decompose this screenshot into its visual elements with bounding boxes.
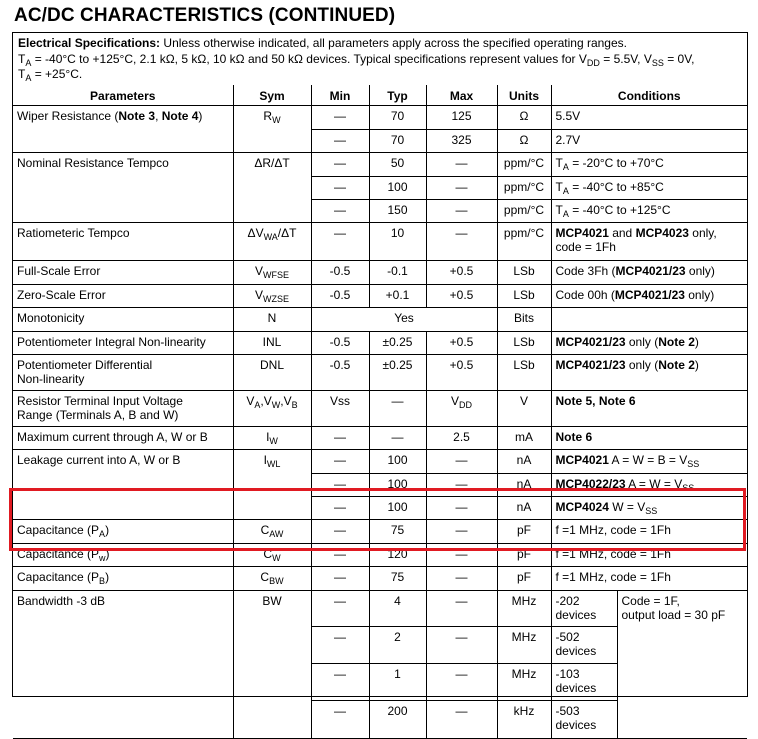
cond-cell xyxy=(551,331,747,354)
sym-sub: A xyxy=(254,399,261,410)
device-code: -502 xyxy=(555,629,580,644)
min-cell: — xyxy=(311,199,369,222)
typ-cell: 75 xyxy=(369,520,426,543)
param-cell: Bandwidth -3 dB xyxy=(13,590,233,738)
table-row xyxy=(13,450,747,473)
note-a: A xyxy=(25,57,32,68)
typ-cell: 50 xyxy=(369,153,426,176)
header-units: Units xyxy=(497,85,551,106)
param-note: Note 3 xyxy=(118,109,156,124)
min-cell: — xyxy=(311,450,369,473)
table-row xyxy=(13,223,747,261)
cond-cell: f =1 MHz, code = 1Fh xyxy=(551,520,747,543)
sym-sub: BW xyxy=(269,576,284,587)
units-cell: LSb xyxy=(497,261,551,284)
param-text: ) xyxy=(105,523,110,538)
param-text: Non-linearity xyxy=(17,371,85,386)
table-row xyxy=(13,284,747,307)
typ-cell: 70 xyxy=(369,106,426,129)
units-cell: ppm/°C xyxy=(497,199,551,222)
sym-sub: WA xyxy=(263,232,278,243)
units-cell: LSb xyxy=(497,331,551,354)
cond-cell: f =1 MHz, code = 1Fh xyxy=(551,567,747,590)
cond-cell xyxy=(551,308,747,331)
sym-sub: WZSE xyxy=(263,293,289,304)
cond-t: T xyxy=(555,202,563,217)
bw-device xyxy=(552,664,617,701)
sym-text: ,V xyxy=(260,393,272,408)
bw-device-column xyxy=(552,591,618,738)
table-row xyxy=(13,153,747,176)
sym-cell xyxy=(233,450,311,520)
cond-cell xyxy=(551,261,747,284)
cond-cell xyxy=(551,473,747,496)
cond-cell: 5.5V xyxy=(551,106,747,129)
param-text: Wiper Resistance ( xyxy=(17,109,119,124)
sym-text: /ΔT xyxy=(277,226,297,241)
cond-cell xyxy=(551,199,747,222)
units-cell: nA xyxy=(497,450,551,473)
bw-device xyxy=(552,591,617,627)
cond-cell: 2.7V xyxy=(551,129,747,152)
param-text: Range (Terminals A, B and W) xyxy=(17,407,179,422)
header-parameters: Parameters xyxy=(13,85,233,106)
sym-cell xyxy=(233,520,311,543)
cond-text: ) xyxy=(694,334,699,349)
min-cell: -0.5 xyxy=(311,331,369,354)
sym-sub: W xyxy=(271,399,281,410)
cond-bold: MCP4024 xyxy=(555,500,609,515)
typ-cell: 200 xyxy=(369,701,426,738)
device-text: devices xyxy=(555,643,597,658)
table-row xyxy=(13,390,747,426)
typ-cell: +0.1 xyxy=(369,284,426,307)
sym-cell xyxy=(233,261,311,284)
param-cell: Potentiometer Integral Non-linearity xyxy=(13,331,233,354)
cond-a: A xyxy=(562,162,569,173)
units-cell: MHz xyxy=(497,590,551,626)
sym-sub: WL xyxy=(266,459,281,470)
sym-text: V xyxy=(246,393,255,408)
min-cell: — xyxy=(311,701,369,738)
value-cell: Yes xyxy=(311,308,497,331)
table-row xyxy=(13,567,747,590)
max-cell: — xyxy=(426,176,497,199)
max-cell: — xyxy=(426,223,497,261)
sym-cell: INL xyxy=(233,331,311,354)
min-cell: -0.5 xyxy=(311,284,369,307)
cond-cell xyxy=(551,153,747,176)
min-cell: — xyxy=(311,497,369,520)
min-cell: -0.5 xyxy=(311,261,369,284)
units-cell: mA xyxy=(497,426,551,449)
cond-bold: MCP4021/23 xyxy=(555,357,626,372)
typ-cell: 70 xyxy=(369,129,426,152)
units-cell: V xyxy=(497,390,551,426)
sym-cell xyxy=(233,390,311,426)
min-cell: — xyxy=(311,176,369,199)
sym-sub: W xyxy=(272,115,281,126)
table-row xyxy=(13,106,747,129)
spec-note xyxy=(18,36,744,83)
table-row xyxy=(13,590,747,626)
cond-text: A = W = B = V xyxy=(608,453,688,468)
sym-text: I xyxy=(263,453,267,468)
note-label: Electrical Specifications: xyxy=(18,36,161,50)
cond-text: W = V xyxy=(608,500,646,515)
cond-cell: Note 6 xyxy=(551,426,747,449)
cond-t: T xyxy=(555,156,563,171)
cond-bold: MCP4022/23 xyxy=(555,476,626,491)
cond-cell xyxy=(551,590,747,738)
cond-sub: SS xyxy=(682,482,695,493)
param-sep: , xyxy=(155,109,162,124)
note-line3: = +25°C. xyxy=(31,67,83,81)
cond-bold: Note 2 xyxy=(658,334,695,349)
header-row xyxy=(13,85,747,106)
param-cell xyxy=(13,390,233,426)
min-cell: — xyxy=(311,520,369,543)
cond-cell xyxy=(551,354,747,390)
max-text: V xyxy=(450,393,459,408)
table-row xyxy=(13,308,747,331)
sym-sub: WFSE xyxy=(263,270,289,281)
sym-cell xyxy=(233,223,311,261)
cond-bold: MCP4021 xyxy=(555,453,609,468)
min-cell: -0.5 xyxy=(311,354,369,390)
param-text: Resistor Terminal Input Voltage xyxy=(17,393,183,408)
param-cell xyxy=(13,520,233,543)
typ-cell: ±0.25 xyxy=(369,331,426,354)
cond-text: only, xyxy=(688,226,717,241)
units-cell: Bits xyxy=(497,308,551,331)
cond-text: Code = 1F, xyxy=(621,593,680,608)
min-cell: — xyxy=(311,129,369,152)
units-cell: Ω xyxy=(497,129,551,152)
units-cell: ppm/°C xyxy=(497,223,551,261)
typ-cell: 75 xyxy=(369,567,426,590)
units-cell: ppm/°C xyxy=(497,176,551,199)
note-ss: SS xyxy=(651,57,664,68)
sym-cell xyxy=(233,567,311,590)
note-line2b: = 5.5V, V xyxy=(599,51,652,66)
min-cell: — xyxy=(311,567,369,590)
units-cell: LSb xyxy=(497,284,551,307)
cond-text: code = 1Fh xyxy=(555,240,616,255)
sym-text: I xyxy=(266,429,270,444)
cond-text: only ( xyxy=(625,357,659,372)
cond-cell xyxy=(551,497,747,520)
sym-cell xyxy=(233,543,311,566)
param-sub: B xyxy=(99,576,106,587)
max-cell: +0.5 xyxy=(426,261,497,284)
typ-cell: 100 xyxy=(369,473,426,496)
note-line2a: = -40°C to +125°C, 2.1 kΩ, 5 kΩ, 10 kΩ and 50 kΩ devices. Typical specifications represent values for xyxy=(31,51,579,66)
max-cell xyxy=(426,390,497,426)
typ-cell: 150 xyxy=(369,199,426,222)
typ-cell: 120 xyxy=(369,543,426,566)
max-cell: +0.5 xyxy=(426,354,497,390)
sym-cell xyxy=(233,284,311,307)
min-cell: — xyxy=(311,543,369,566)
typ-cell: 1 xyxy=(369,664,426,701)
max-cell: 2.5 xyxy=(426,426,497,449)
param-sub: w xyxy=(99,552,106,563)
max-cell: — xyxy=(426,626,497,663)
min-cell: — xyxy=(311,626,369,663)
units-cell: MHz xyxy=(497,626,551,663)
sym-text: C xyxy=(263,546,273,561)
max-cell: +0.5 xyxy=(426,331,497,354)
param-cell: Monotonicity xyxy=(13,308,233,331)
cond-cell xyxy=(551,450,747,473)
max-cell: +0.5 xyxy=(426,284,497,307)
cond-text: only) xyxy=(685,264,715,279)
param-close: ) xyxy=(198,109,203,124)
table-row xyxy=(13,426,747,449)
min-cell: — xyxy=(311,106,369,129)
cond-cell: Note 5, Note 6 xyxy=(551,390,747,426)
cond-a: A xyxy=(562,185,569,196)
note-t: T xyxy=(18,51,26,66)
typ-cell: 100 xyxy=(369,497,426,520)
sym-text: V xyxy=(254,287,263,302)
units-cell: nA xyxy=(497,473,551,496)
sym-sub: AW xyxy=(269,529,284,540)
cond-cell: f =1 MHz, code = 1Fh xyxy=(551,543,747,566)
table-row xyxy=(13,331,747,354)
param-text: Potentiometer Differential xyxy=(17,357,153,372)
max-cell: — xyxy=(426,567,497,590)
device-code: -503 xyxy=(555,703,580,718)
sym-text: R xyxy=(263,109,273,124)
cond-bold: MCP4023 xyxy=(635,226,689,241)
cond-bold: MCP4021/23 xyxy=(615,264,686,279)
typ-cell: 10 xyxy=(369,223,426,261)
bw-device xyxy=(552,701,617,738)
param-text: ) xyxy=(105,570,110,585)
cond-t: T xyxy=(555,179,563,194)
cond-bold: MCP4021 xyxy=(555,226,609,241)
max-cell: 125 xyxy=(426,106,497,129)
bw-condition xyxy=(618,591,730,738)
units-cell: Ω xyxy=(497,106,551,129)
cond-text: = -20°C to +70°C xyxy=(568,156,664,171)
param-text: Capacitance (P xyxy=(17,546,100,561)
min-cell: — xyxy=(311,223,369,261)
param-cell xyxy=(13,354,233,390)
cond-text: A = W = V xyxy=(625,476,683,491)
sym-text: V xyxy=(254,264,263,279)
sym-cell: BW xyxy=(233,590,311,738)
sym-text: ,V xyxy=(280,393,292,408)
typ-cell: ±0.25 xyxy=(369,354,426,390)
typ-cell: — xyxy=(369,390,426,426)
max-cell: — xyxy=(426,520,497,543)
device-code: -103 xyxy=(555,666,580,681)
sym-cell xyxy=(233,426,311,449)
sym-cell: ΔR/ΔT xyxy=(233,153,311,223)
max-cell: — xyxy=(426,473,497,496)
min-cell: — xyxy=(311,473,369,496)
min-cell: — xyxy=(311,664,369,701)
table-row xyxy=(13,520,747,543)
param-cell: Ratiometeric Tempco xyxy=(13,223,233,261)
param-cell xyxy=(13,543,233,566)
min-cell: Vss xyxy=(311,390,369,426)
sym-text: C xyxy=(260,570,270,585)
units-cell: LSb xyxy=(497,354,551,390)
max-cell: — xyxy=(426,450,497,473)
cond-sub: SS xyxy=(687,459,700,470)
note-dd: DD xyxy=(586,57,600,68)
max-cell: — xyxy=(426,590,497,626)
typ-cell: 100 xyxy=(369,176,426,199)
param-note: Note 4 xyxy=(161,109,199,124)
typ-cell: -0.1 xyxy=(369,261,426,284)
param-cell: Leakage current into A, W or B xyxy=(13,450,233,520)
sym-sub: W xyxy=(272,552,281,563)
typ-cell: 4 xyxy=(369,590,426,626)
device-code: -202 xyxy=(555,593,580,608)
cond-text: only) xyxy=(684,287,715,302)
device-text: devices xyxy=(555,680,597,695)
table-row xyxy=(13,261,747,284)
cond-text: = -40°C to +85°C xyxy=(568,179,664,194)
table-row xyxy=(13,543,747,566)
cond-bold: Note 2 xyxy=(658,357,695,372)
param-text: Capacitance (P xyxy=(17,523,100,538)
param-cell: Zero-Scale Error xyxy=(13,284,233,307)
note-a2: A xyxy=(25,73,32,83)
param-text: ) xyxy=(105,546,110,561)
param-cell: Full-Scale Error xyxy=(13,261,233,284)
device-text: devices xyxy=(555,717,597,732)
cond-text: ) xyxy=(694,357,699,372)
cond-cell xyxy=(551,223,747,261)
note-line1: Unless otherwise indicated, all parameters apply across the specified operating ranges. xyxy=(160,36,627,50)
sym-cell: N xyxy=(233,308,311,331)
cond-a: A xyxy=(562,208,569,219)
units-cell: nA xyxy=(497,497,551,520)
param-text: Capacitance (P xyxy=(17,570,100,585)
param-cell: Maximum current through A, W or B xyxy=(13,426,233,449)
min-cell: — xyxy=(311,590,369,626)
device-text: devices xyxy=(555,607,597,622)
cond-text: and xyxy=(608,226,636,241)
max-cell: — xyxy=(426,497,497,520)
param-cell xyxy=(13,106,233,153)
table-row xyxy=(13,354,747,390)
units-cell: MHz xyxy=(497,664,551,701)
max-cell: — xyxy=(426,701,497,738)
header-min: Min xyxy=(311,85,369,106)
header-typ: Typ xyxy=(369,85,426,106)
header-conditions: Conditions xyxy=(551,85,747,106)
cond-text: Code 3Fh ( xyxy=(555,264,616,279)
cond-cell xyxy=(551,284,747,307)
max-cell: — xyxy=(426,199,497,222)
units-cell: pF xyxy=(497,520,551,543)
min-cell: — xyxy=(311,426,369,449)
units-cell: kHz xyxy=(497,701,551,738)
sym-text: C xyxy=(260,523,270,538)
typ-cell: 2 xyxy=(369,626,426,663)
units-cell: pF xyxy=(497,567,551,590)
units-cell: ppm/°C xyxy=(497,153,551,176)
note-vdd: V xyxy=(578,51,587,66)
param-cell xyxy=(13,567,233,590)
max-sub: DD xyxy=(459,399,472,410)
sym-sub: W xyxy=(269,435,278,446)
page-title: AC/DC CHARACTERISTICS (CONTINUED) xyxy=(14,5,396,26)
header-sym: Sym xyxy=(233,85,311,106)
max-cell: — xyxy=(426,664,497,701)
cond-text: output load = 30 pF xyxy=(621,607,726,622)
typ-cell: — xyxy=(369,426,426,449)
sym-sub: B xyxy=(291,399,298,410)
cond-cell xyxy=(551,176,747,199)
note-t2: T xyxy=(18,67,26,81)
typ-cell: 100 xyxy=(369,450,426,473)
sym-cell: DNL xyxy=(233,354,311,390)
max-cell: — xyxy=(426,153,497,176)
cond-text: only ( xyxy=(625,334,659,349)
bw-device xyxy=(552,627,617,664)
characteristics-table xyxy=(13,85,747,739)
max-cell: 325 xyxy=(426,129,497,152)
cond-sub: SS xyxy=(645,506,658,517)
cond-text: = -40°C to +125°C xyxy=(568,202,671,217)
header-max: Max xyxy=(426,85,497,106)
max-cell: — xyxy=(426,543,497,566)
cond-text: Code 00h ( xyxy=(555,287,615,302)
param-cell: Nominal Resistance Tempco xyxy=(13,153,233,223)
param-sub: A xyxy=(99,529,106,540)
cond-bold: MCP4021/23 xyxy=(555,334,626,349)
note-line2c: = 0V, xyxy=(663,51,695,66)
units-cell: pF xyxy=(497,543,551,566)
min-cell: — xyxy=(311,153,369,176)
cond-bold: MCP4021/23 xyxy=(614,287,685,302)
spec-table-frame xyxy=(12,32,748,732)
sym-cell xyxy=(233,106,311,153)
sym-text: ΔV xyxy=(247,226,264,241)
